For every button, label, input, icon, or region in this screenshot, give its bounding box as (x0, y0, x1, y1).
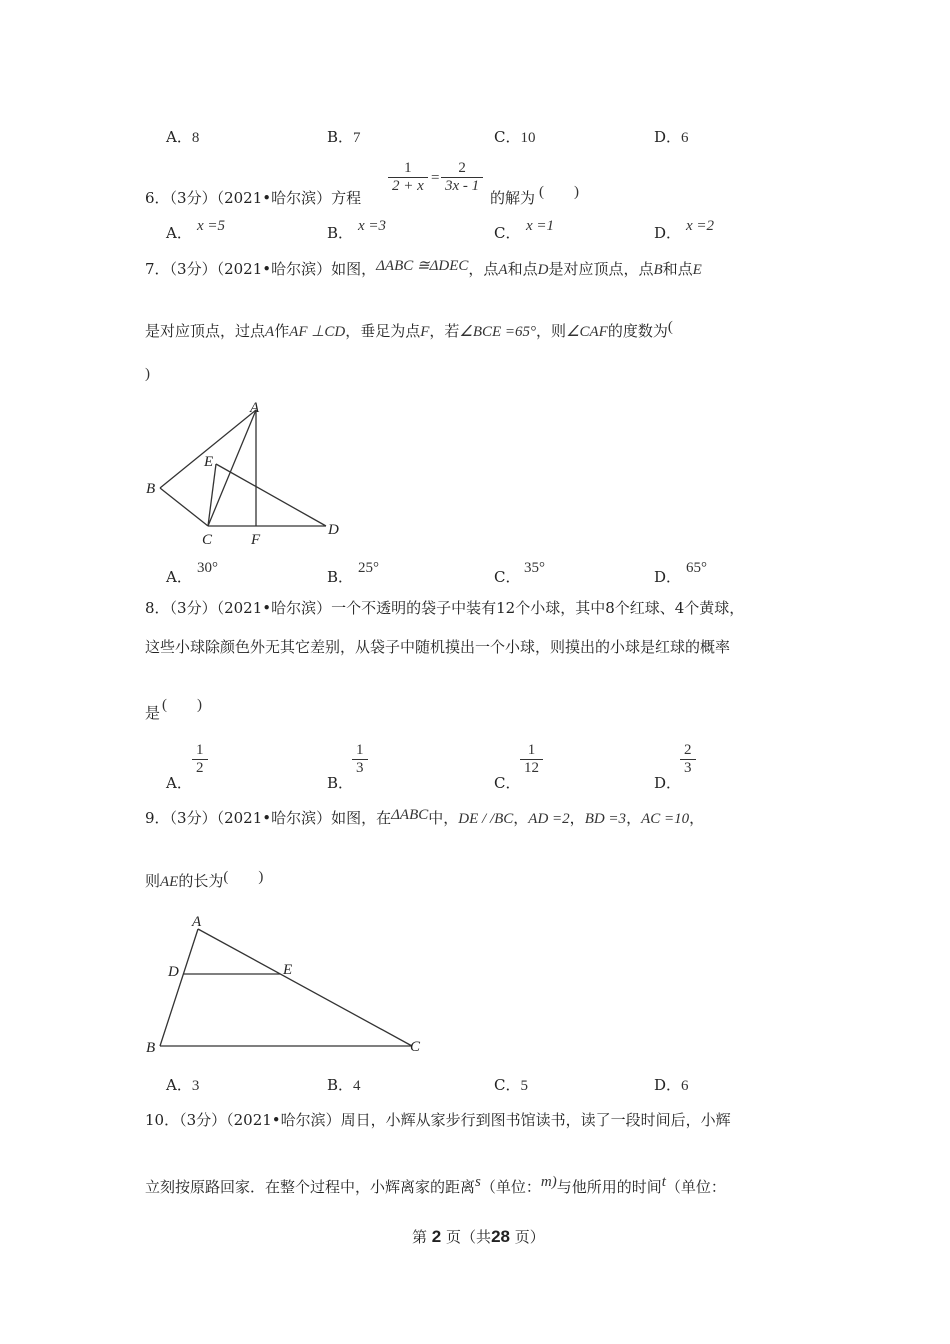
q5-option-b: B．7 (327, 128, 361, 146)
q7-line-2: 是对应顶点，过点A作AF ⊥CD，垂足为点F，若∠BCE =65°，则∠CAF的度数为( (145, 319, 673, 340)
q7-label-f: F (251, 532, 261, 548)
q9-label-a: A (192, 914, 202, 930)
q9-label-b: B (146, 1040, 156, 1056)
q7-label-e: E (204, 454, 214, 470)
q7-segment-ed (216, 464, 326, 526)
q6-option-c-value: x =1 (526, 218, 555, 234)
q9-segment-ac (198, 929, 412, 1046)
q5-option-d: D．6 (654, 128, 689, 146)
q9-option-b: B．4 (327, 1076, 361, 1094)
q7-label-a: A (250, 400, 260, 416)
q7-option-d-value: 65° (686, 560, 707, 576)
q8-option-c: C． (494, 774, 521, 792)
q7-option-b-value: 25° (358, 560, 379, 576)
q9-line-1: 9．（3分）（2021•哈尔滨）如图，在ΔABC中，DE / /BC，AD =2，BD =3，AC =10， (145, 807, 705, 827)
q8-option-d: D． (654, 774, 682, 792)
q6-option-c: C． (494, 224, 521, 242)
q6-suffix: 的解为 (490, 189, 536, 207)
q7-option-a-value: 30° (197, 560, 218, 576)
q7-figure (140, 396, 350, 548)
q8-option-b-fraction: $\frac{1}{3}$ (352, 742, 368, 777)
q8-line-2: 这些小球除颜色外无其它差别，从袋子中随机摸出一个小球，则摸出的小球是红球的概率 (145, 638, 731, 656)
q5-option-a: A．8 (166, 128, 200, 146)
q9-option-d: D．6 (654, 1076, 689, 1094)
q9-option-a: A．3 (166, 1076, 200, 1094)
q7-option-c-value: 35° (524, 560, 545, 576)
q7-option-b: B． (327, 568, 354, 586)
q8-answer-paren: ( ) (162, 697, 202, 713)
q7-option-c: C． (494, 568, 521, 586)
q6-equals: = (431, 170, 440, 186)
q8-option-c-fraction: $\frac{1}{12}$ (520, 742, 543, 777)
q7-option-d: D． (654, 568, 682, 586)
q9-label-c: C (410, 1039, 421, 1055)
q6-answer-paren: ( ) (539, 184, 579, 200)
q9-figure (140, 910, 430, 1058)
q9-label-e: E (283, 962, 293, 978)
q7-segment-bc (160, 488, 208, 526)
q5-option-c: C．10 (494, 128, 536, 146)
q9-label-d: D (168, 964, 179, 980)
q9-segment-ab (160, 929, 198, 1046)
q6-fraction-left: $\frac{1}{2 + x}$ (388, 160, 428, 195)
q6-option-b: B． (327, 224, 354, 242)
q6-prefix: 6．（3分）（2021•哈尔滨）方程 (145, 189, 362, 207)
q7-option-a: A． (166, 568, 192, 586)
q7-label-d: D (328, 522, 339, 538)
q6-fraction-right: $\frac{2}{3x - 1}$ (441, 160, 483, 195)
q8-option-b: B． (327, 774, 354, 792)
q9-line-2: 则AE的长为( ) (145, 869, 264, 890)
q8-line-3: 是 (145, 704, 161, 722)
q8-option-a: A． (166, 774, 192, 792)
page-footer: 第 2 页（共28 页） (412, 1227, 545, 1246)
q6-option-a: A． (166, 224, 192, 242)
q7-label-b: B (146, 481, 156, 497)
q9-option-c: C．5 (494, 1076, 528, 1094)
q8-option-d-fraction: $\frac{2}{3}$ (680, 742, 696, 777)
q8-option-a-fraction: $\frac{1}{2}$ (192, 742, 208, 777)
q6-option-a-value: x =5 (197, 218, 226, 234)
q7-segment-ba (160, 410, 256, 488)
q6-option-b-value: x =3 (358, 218, 387, 234)
q6-option-d: D． (654, 224, 682, 242)
q10-line-2: 立刻按原路回家．在整个过程中，小辉离家的距离s（单位：m)与他所用的时间t（单位： (145, 1174, 726, 1196)
q7-line-1: 7．（3分）（2021•哈尔滨）如图，ΔABC ≅ΔDEC，点A和点D是对应顶点，点B和点E (145, 258, 702, 278)
q7-line-3: ) (145, 366, 150, 382)
q7-label-c: C (202, 532, 213, 548)
q8-line-1: 8．（3分）（2021•哈尔滨）一个不透明的袋子中装有12个小球，其中8个红球、4个黄球， (145, 599, 745, 617)
q6-option-d-value: x =2 (686, 218, 715, 234)
q10-line-1: 10．（3分）（2021•哈尔滨）周日，小辉从家步行到图书馆读书，读了一段时间后，小辉 (145, 1111, 731, 1129)
